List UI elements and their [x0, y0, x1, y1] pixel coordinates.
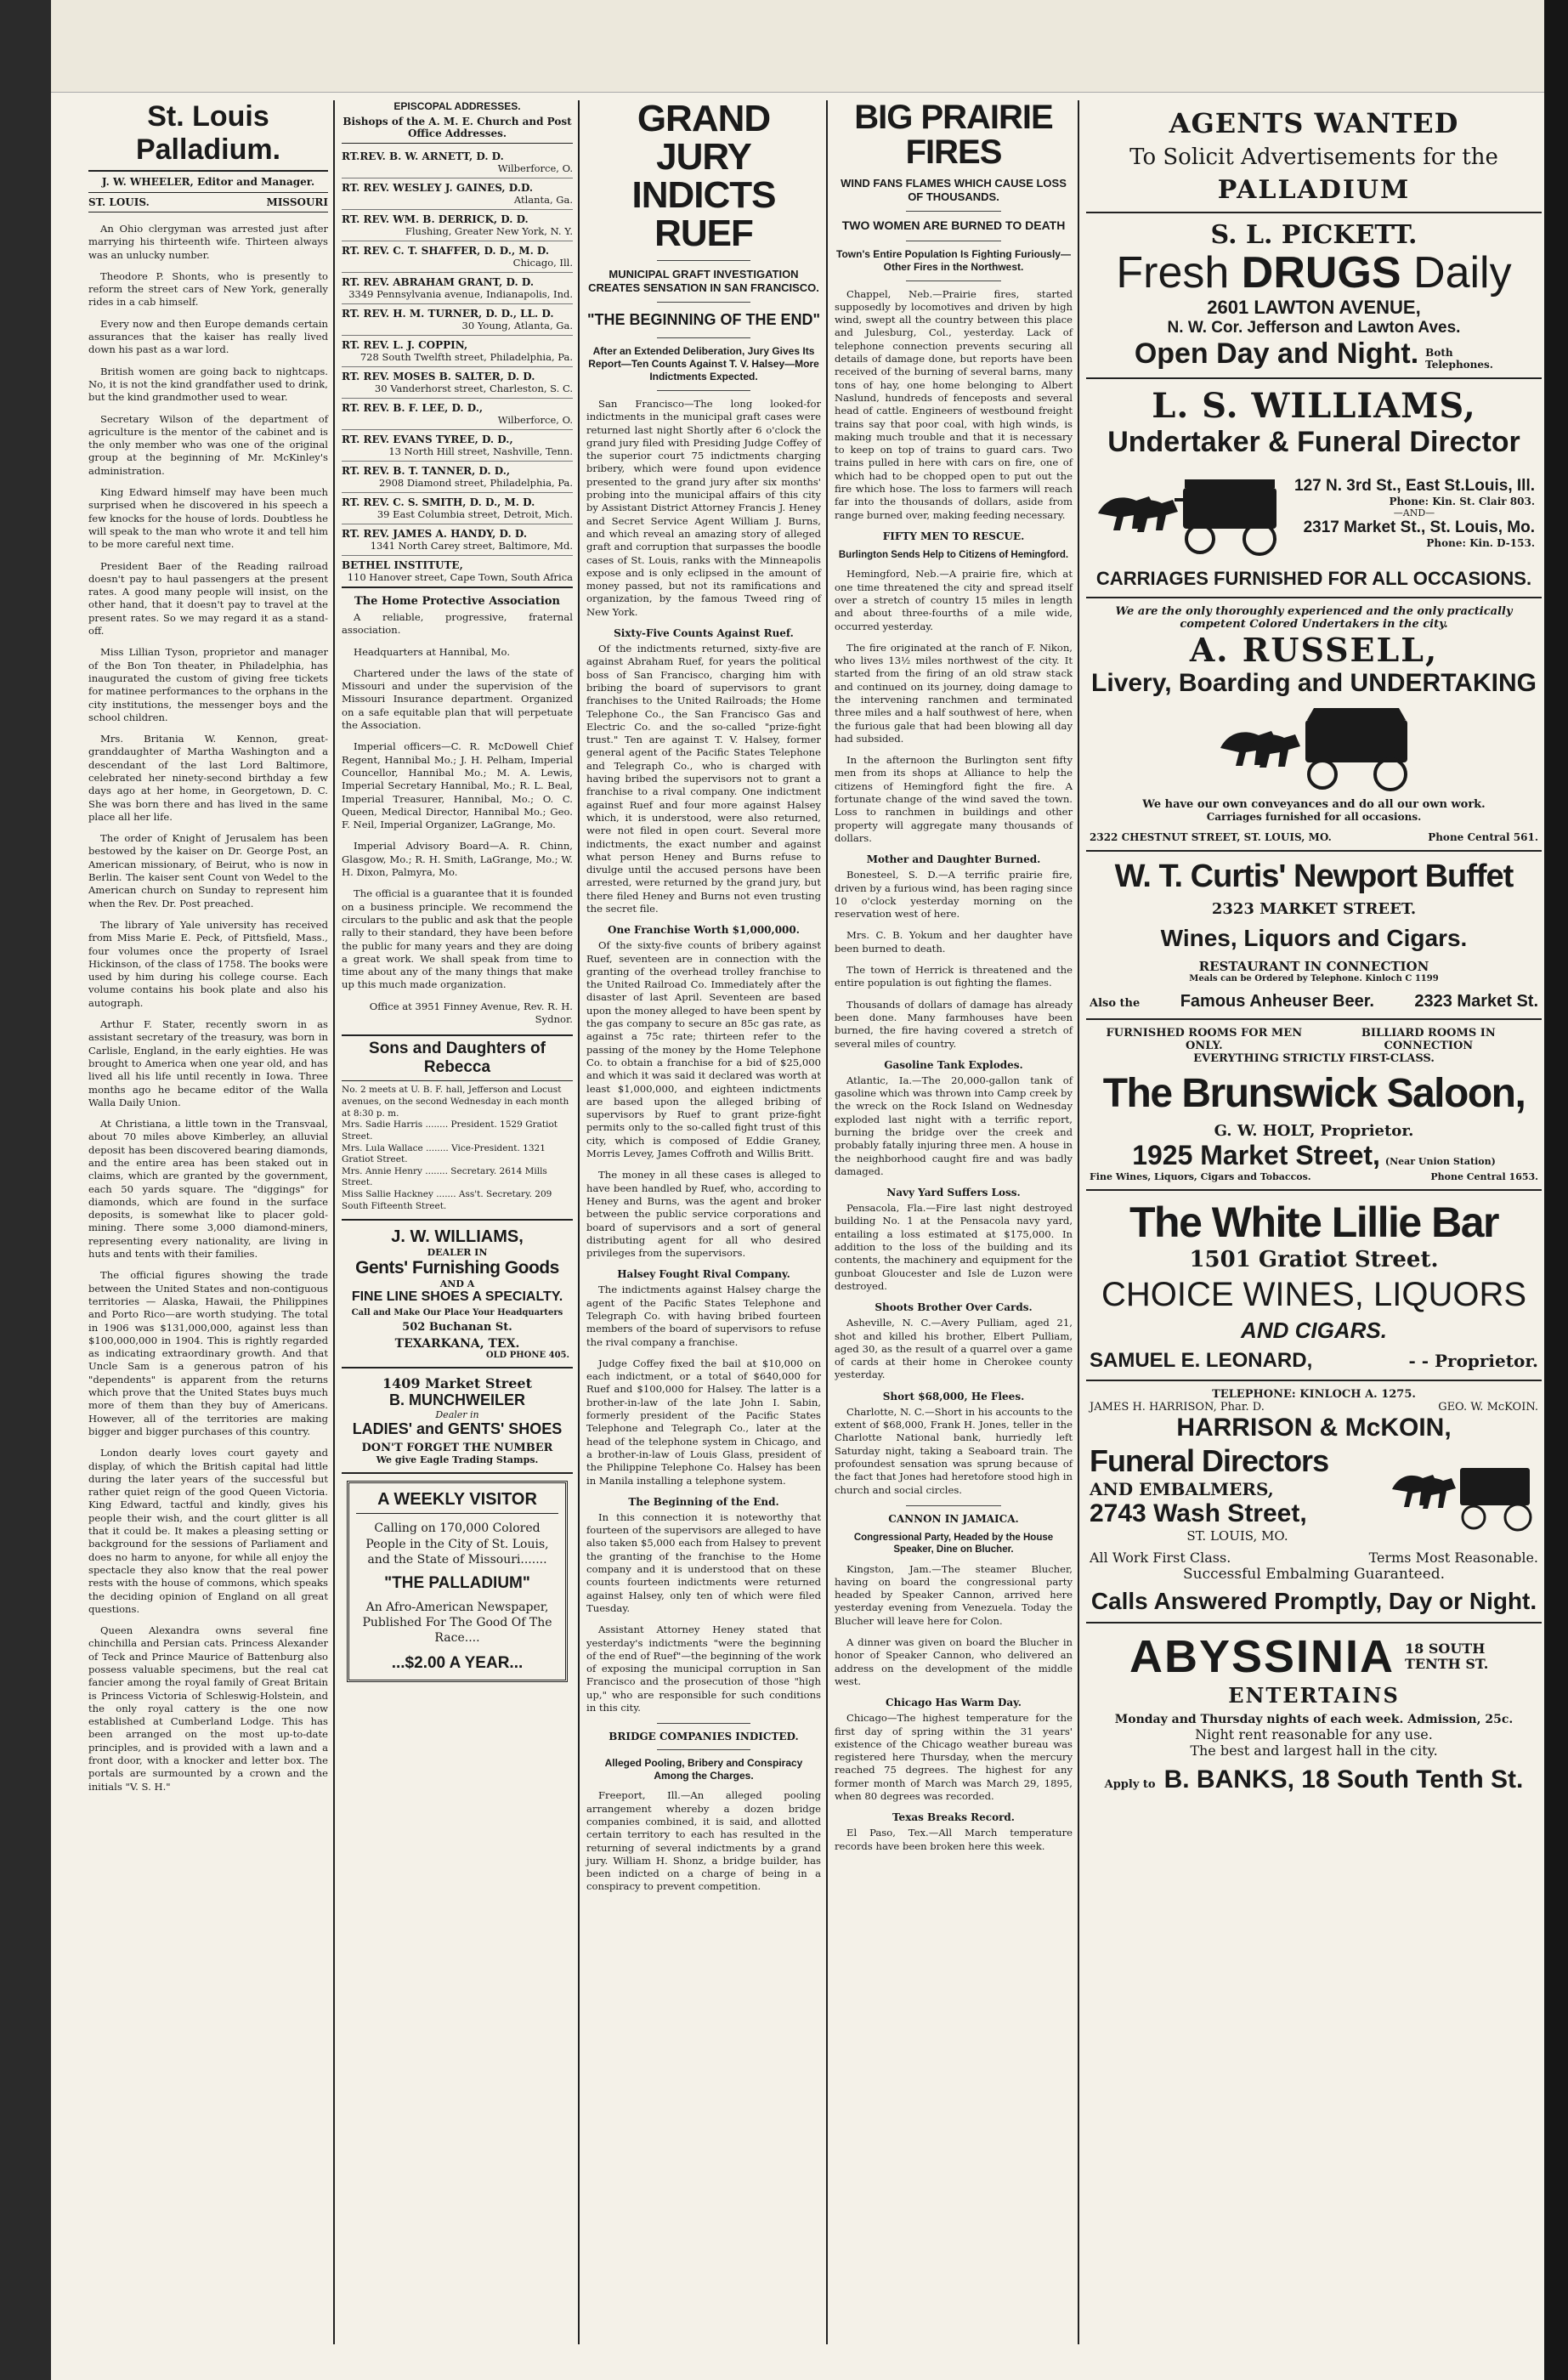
rebecca-line: Miss Sallie Hackney ....... Ass't. Secretary. 209 South Fifteenth Street. [342, 1189, 552, 1211]
ad-line [1090, 1140, 1538, 1171]
ad-word: Fine Wines, Liquors, Cigars and Tobaccos. [1090, 1170, 1311, 1182]
ad-line [1090, 992, 1538, 1012]
fires-para: Atlantic, Ia.—The 20,000-gallon tank of gasoline which was thrown into Camp creek by the wreck on the Rock Island on Wednesday exploded last night with a terrific report, burning the bridge over the creek and probably fatally injuring three men. A house in the neighborhood caught fire and was badly damaged. [835, 1074, 1073, 1177]
ad-name: ABYSSINIA [1129, 1630, 1395, 1682]
divider [657, 260, 750, 261]
editorial-para: Every now and then Europe demands certain assurances that the kaiser has really lived down his past as a war lord. [88, 317, 328, 356]
editorial-para: Arthur F. Stater, recently sworn in as assistant secretary of the treasury, was born in Carlisle, England, in the early eighties. He was brought to America when one year old, and has lived all his life until recently in Iowa. Three months ago he became editor of the Walla Walla Daily Union. [88, 1018, 328, 1108]
editorial-para: Miss Lillian Tyson, proprietor and manager of the Bon Ton theater, in Philadelphia, has inaugurated the custom of giving free tickets for matinee performances to the orphans in the city institutions, the messenger boys and the school children. [88, 646, 328, 723]
ad-word: Terms Most Reasonable. [1368, 1549, 1538, 1566]
editorial-para: Secretary Wilson of the department of agriculture is the mentor of the cabinet and is the only member who was one of the original group at the beginning of Mr. McKinley's administration. [88, 412, 328, 477]
ad-word: GEO. W. McKOIN. [1438, 1400, 1538, 1414]
ad-line: 2601 LAWTON AVENUE, [1207, 296, 1421, 318]
bishop-address: Wilberforce, O. [497, 162, 573, 174]
ad-line: 502 Buchanan St. [402, 1321, 512, 1334]
rebecca-line: Mrs. Lula Wallace ........ Vice-President. 1321 Gratiot Street. [342, 1142, 546, 1165]
fires-crosshead: Texas Breaks Record. [892, 1811, 1015, 1824]
ad-line: We have our own conveyances and do all our own work. [1142, 797, 1486, 811]
bishop-address: 30 Vanderhorst street, Charleston, S. C. [374, 382, 573, 394]
ad-word: (Near Union Station) [1384, 1155, 1496, 1167]
ad-line: CARRIAGES FURNISHED FOR ALL OCCASIONS. [1095, 567, 1532, 589]
ad-name: L. S. WILLIAMS, [1152, 385, 1476, 426]
ls-williams-ad [1086, 379, 1542, 598]
ad-line: TEXARKANA, TEX. [394, 1337, 520, 1352]
bishop-name: RT.REV. B. W. ARNETT, D. D. [342, 150, 504, 162]
editorial-para: London dearly loves court gayety and display, of which the British capital had little during the later years of the successful but rather quiet reign of the good Queen Victoria. King Edward, tactful and kindly, gives his people their wish, and the court glitter is all that it could be. It makes a pleasing setting or background for the sessions of Parliament and does no harm to anyone, for while all enjoy the spectacle they also know that the real power rests with the house of commons, which speaks the deciding opinion of England on all great questions. [88, 1447, 328, 1615]
rebecca-line: Mrs. Sadie Harris ........ President. 1529 Gratiot Street. [342, 1119, 558, 1142]
rebecca-line: Mrs. Annie Henry ........ Secretary. 2614 Mills Street. [342, 1165, 547, 1188]
ad-word: BILLIARD ROOMS IN CONNECTION [1361, 1026, 1496, 1052]
ruef-subhead: MUNICIPAL GRAFT INVESTIGATION CREATES SENSATION IN SAN FRANCISCO. [588, 267, 819, 294]
russell-undertaking-ad [1086, 598, 1542, 852]
fires-deck-sub: Town's Entire Population Is Fighting Furiously—Other Fires in the Northwest. [836, 247, 1071, 273]
editorial-para: The official figures showing the trade between the United States and non-contiguous territories — Alaska, Hawaii, the Philippines and Porto Rico—are worth studying. The total in 1906 was $131,000,000, against less than $100,000,000 in 1904. This is rightly regarded as indicating extraordinary growth. And that Uncle Sam is a generous patron of his "dependents" is apparent from the returns which prove that the United States buys much more of them than they buy of Americans. However, all of the territories are making bigger and bigger purchases of this country. [88, 1269, 328, 1437]
fires-para: Chicago—The highest temperature for the first day of spring within the 31 years' existence of the Chicago weather bureau was registered here Thursday, when the mercury reached 75 degrees. The highest for any former month of March was March 29, 1895, when 80 degrees was recorded. [835, 1712, 1073, 1803]
divider [657, 337, 750, 338]
home-association-para: Imperial Advisory Board—A. R. Chinn, Glasgow, Mo.; R. H. Smith, LaGrange, Mo.; W. H. Dixon, Palmyra, Mo. [342, 840, 573, 879]
ad-word: JAMES H. HARRISON, Phar. D. [1090, 1400, 1265, 1414]
fires-para: Hemingford, Neb.—A prairie fire, which at one time threatened the city and spread itself over a stretch of country 15 miles in length and about three-fourths of a mile wide, occurred yesterday. [835, 568, 1073, 632]
bishop-name: RT. REV. WM. B. DERRICK, D. D. [342, 213, 529, 225]
hearse-illustration [1090, 462, 1293, 564]
editorial-para: King Edward himself may have been much surprised when he discovered in his speech a few knocks for the house of lords. Doubtless he will speak to the man who wrote it and tell him to be more careful next time. [88, 486, 328, 551]
ad-line: ...$2.00 A YEAR... [391, 1654, 524, 1673]
divider [657, 302, 750, 303]
jamaica-subhead: Congressional Party, Headed by the House Speaker, Dine on Blucher. [853, 1532, 1054, 1556]
bishop-list [342, 147, 573, 588]
home-association-para: Imperial officers—C. R. McDowell Chief Regent, Hannibal Mo.; J. H. Pelham, Imperial Councellor, Hannibal Mo.; M. A. Lewis, Imperial Secretary Hannibal, Mo.; R. L. Beal, Imperial Treasurer, Hannibal, Mo.; O. C. Queen, Medical Director, Hannibal Mo.; Geo. F. Neil, Imperial Organizer, LaGrange, Mo. [342, 740, 573, 831]
ruef-para: San Francisco—The long looked-for indictments in the municipal graft cases were returned last night Shortly after 6 o'clock the grand jury filed with Presiding Judge Coffey of the superior court 75 indictments charging bribery, which were found upon evidence presented to the grand jury after six months' probing into the municipal affairs of this city by Assistant District Attorney Francis J. Heney and Secret Service Agent William J. Burns, and which reveal an amazing story of alleged graft and corruption that surpasses the boodle cases of St. Louis, ranks with the Minneapolis expose and is only eclipsed in the amount of money passed, but not its ramifications and organization, by the famous Tweed ring of New York. [586, 398, 821, 618]
ruef-headline: GRAND JURY INDICTS RUEF [631, 100, 776, 254]
bishop-name: RT. REV. JAMES A. HANDY, D. D. [342, 528, 528, 540]
ruef-crosshead: Sixty-Five Counts Against Ruef. [614, 627, 794, 640]
ruef-deck: "THE BEGINNING OF THE END" [586, 311, 821, 328]
ad-name: The Brunswick Saloon, [1102, 1070, 1526, 1116]
fires-crosshead: Mother and Daughter Burned. [866, 853, 1041, 866]
fires-crosshead: FIFTY MEN TO RESCUE. [882, 530, 1025, 542]
ad-line: 1501 Gratiot Street. [1189, 1246, 1439, 1272]
editorial-para: Theodore P. Shonts, who is presently to reform the street cars of New York, generally rides in a cab himself. [88, 269, 328, 309]
ad-line: Wines, Liquors and Cigars. [1160, 924, 1468, 951]
bishop-address: Flushing, Greater New York, N. Y. [405, 225, 573, 237]
ad-line: DON'T FORGET THE NUMBER [361, 1442, 553, 1455]
ad-line: PALLADIUM [1217, 175, 1411, 205]
bishop-entry [342, 493, 573, 524]
ad-body [1090, 459, 1538, 568]
ad-word: Open Day and Night. [1134, 337, 1419, 370]
fires-para: The fire originated at the ranch of F. Nikon, who lives 13½ miles northwest of the city. It started from the firing of an old straw stack and continued on its journey, doing damage to the intervening ranchmen and terminated three miles and a half southwest of here, when the furious gale that had been blowing all day had subsided. [835, 641, 1073, 745]
fires-para: The town of Herrick is threatened and the entire population is out fighting the flames. [835, 964, 1073, 989]
ad-addresses [1293, 477, 1538, 549]
bishop-entry [342, 399, 573, 430]
ad-word: All Work First Class. [1090, 1549, 1231, 1566]
rebecca-list [342, 1085, 573, 1212]
brunswick-saloon-ad [1086, 1020, 1542, 1191]
bishop-address: 110 Hanover street, Cape Town, South Africa [347, 571, 573, 583]
ad-line: Dealer in [435, 1409, 479, 1421]
ad-line [1090, 831, 1538, 843]
ad-word: DRUGS [1241, 248, 1401, 298]
jamaica-para: Kingston, Jam.—The steamer Blucher, having on board the congressional party headed by Speaker Cannon, arrived here yesterday evening from Venezuela. Today the Blucher will leave here for Colon. [835, 1562, 1073, 1627]
bishop-entry [342, 430, 573, 462]
ad-word: Also the [1090, 996, 1141, 1010]
ad-line: Phone: Kin. St. Clair 803. [1389, 496, 1535, 508]
ad-line [1090, 1550, 1538, 1566]
bishop-name: RT. REV. WESLEY J. GAINES, D.D. [342, 182, 534, 194]
bishop-name: BETHEL INSTITUTE, [342, 559, 463, 571]
white-lillie-bar-ad [1086, 1191, 1542, 1381]
home-association-para: A reliable, progressive, fraternal association. [342, 611, 573, 637]
ad-word: Fresh [1116, 248, 1230, 298]
agents-wanted-ad [1086, 100, 1542, 213]
home-association-para: Headquarters at Hannibal, Mo. [354, 645, 511, 658]
ad-line: 127 N. 3rd St., East St.Louis, Ill. [1294, 477, 1535, 496]
ad-line: OLD PHONE 405. [485, 1351, 569, 1361]
divider [657, 1723, 750, 1724]
ad-line: AGENTS WANTED [1169, 107, 1459, 139]
ad-word: 18 SOUTH TENTH ST. [1405, 1640, 1489, 1672]
ad-line [1090, 1349, 1538, 1373]
ad-line: AND A [439, 1278, 475, 1290]
ad-line: The best and largest hall in the city. [1190, 1742, 1438, 1759]
fires-para: El Paso, Tex.—All March temperature records have been broken here this week. [835, 1827, 1073, 1852]
ad-line [1090, 1401, 1538, 1414]
ad-line: Funeral Directors [1090, 1442, 1329, 1478]
bishop-address: 30 Young, Atlanta, Ga. [461, 320, 573, 332]
curtis-buffet-ad [1086, 852, 1542, 1020]
ad-line: RESTAURANT IN CONNECTION [1198, 958, 1429, 974]
column-rule [826, 100, 828, 2344]
ruef-para: Assistant Attorney Heney stated that yesterday's indictments "were the beginning of the end of Ruef"—the beginning of the work of exposing the municipal corruption in San Francisco and the prosecution of those "high up," who are responsible for such conditions in this city. [586, 1624, 821, 1714]
editorial-para: Queen Alexandra owns several fine chinchilla and Persian cats. Princess Alexander of Teck and Prince Maurice of Battenburg also possess valuable specimens, but the real cat fancier among the royal family of Great Britain is Princess Victoria of Schleswig-Holstein, and the only royal cattery is the one now established at Cumberland Lodge. This has been arranged on the most up-to-date principles, and is provided with a lawn and a front door, with a knocker and letter box. The portals are surmounted by a crown and the initials "V. S. H." [88, 1624, 328, 1793]
ad-line: FINE LINE SHOES A SPECIALTY. [351, 1289, 563, 1305]
ad-line: ST. LOUIS, MO. [1186, 1527, 1288, 1544]
ad-word: SAMUEL E. LEONARD, [1090, 1348, 1313, 1372]
editorial-para: British women are going back to nightcaps. No, it is not the kind grandfather used to drink, but the kind grandmother used to wear. [88, 365, 328, 404]
editorial-para: President Baer of the Reading railroad doesn't pay to haul passengers at the present rates. A good many people will insist, on the other hand, that it doesn't pay to travel at the present rates. So we may regard it as a stand-off. [88, 559, 328, 638]
ad-word: B. BANKS, 18 South Tenth St. [1163, 1765, 1524, 1794]
ad-line: An Afro-American Newspaper, Published For The Good Of The Race.... [362, 1600, 552, 1646]
bishop-address: 2908 Diamond street, Philadelphia, Pa. [378, 477, 573, 489]
bishop-address: 728 South Twelfth street, Philadelphia, Pa. [359, 351, 573, 363]
fires-headline: BIG PRAIRIE FIRES [854, 100, 1053, 171]
bishop-entry [342, 178, 573, 210]
ruef-para: The indictments against Halsey charge the agent of the Pacific States Telephone and Telegraph Co. with having bribed fourteen members of the board of supervisors to refuse the rival company a franchise. [586, 1284, 821, 1348]
bishop-name: RT. REV. C. S. SMITH, D. D., M. D. [342, 496, 535, 508]
fires-para: Pensacola, Fla.—Fire last night destroyed building No. 1 at the Pensacola navy yard, entailing a loss estimated at $175,000. In addition to the loss of the building and its contents, the machinery and equipment for the gunboat Gloucester and Isle de Luzon were destroyed. [835, 1202, 1073, 1292]
editorial-paragraphs [88, 223, 328, 1794]
ad-line [1090, 1630, 1538, 1683]
munchweiler-shoes-ad [342, 1368, 573, 1474]
fires-crosshead: Gasoline Tank Explodes. [884, 1058, 1023, 1071]
divider [906, 211, 1001, 212]
ad-line [1090, 250, 1538, 297]
editorial-para: The order of Knight of Jerusalem has been bestowed by the kaiser on Dr. George Post, an American missionary, of Beirut, who is now in Berlin. The kaiser sent Count von Wedel to the American church on Sunday to represent him when the Rev. Dr. Post preached. [88, 832, 328, 910]
ad-text-block [1090, 1443, 1385, 1544]
jamaica-para: A dinner was given on board the Blucher in honor of Speaker Cannon, who delivered an address on the development of the middle west. [835, 1636, 1073, 1687]
home-association-title: The Home Protective Association [354, 595, 560, 608]
editorial-para: The library of Yale university has received from Miss Marie E. Peck, of Pittsfield, Mass., four volumes once the property of Israel Hickinson, of the class of 1758. The books were used by him during his college course. Each volume contains his book plate and also his autograph. [88, 918, 328, 1009]
ad-line: Monday and Thursday nights of each week. Admission, 25c. [1114, 1712, 1514, 1726]
ruef-para: Judge Coffey fixed the bail at $10,000 on each indictment, or a total of $640,000 for Ruef and $100,000 for Halsey. The latter is a brother-in-law of the late John I. Sabin, formerly president of the Pacific States Telephone and Telegraph Co., later at the head of the telephone system in Chicago, and a brother-in-law of Louis Glass, president of the Philippine Telephone Co. Halsey has been in Manila installing a telephone system. [586, 1357, 821, 1487]
divider [906, 280, 1001, 281]
fires-crosshead: Chicago Has Warm Day. [886, 1697, 1022, 1709]
ad-line: Meals can be Ordered by Telephone. Kinloch C 1199 [1189, 973, 1439, 983]
bishop-name: RT. REV. B. T. TANNER, D. D., [342, 465, 511, 477]
bishop-name: RT. REV. C. T. SHAFFER, D. D., M. D. [342, 245, 550, 257]
ad-name: The White Lillie Bar [1129, 1198, 1498, 1246]
scan-edge [1544, 0, 1568, 2380]
ad-word: Famous Anheuser Beer. [1180, 991, 1374, 1011]
ad-word: FURNISHED ROOMS FOR MEN ONLY. [1106, 1026, 1303, 1052]
ad-word: Both Telephones. [1425, 346, 1493, 371]
ad-word: 1925 Market Street, [1132, 1139, 1380, 1170]
ad-line: Livery, Boarding and UNDERTAKING [1091, 668, 1537, 697]
ad-line: "THE PALLADIUM" [384, 1573, 530, 1592]
fires-para: Asheville, N. C.—Avery Pulliam, aged 21, shot and killed his brother, Elbert Pulliam, aged 30, as the result of a quarrel over a game of cards at their home in Cherokee county yesterday. [835, 1317, 1073, 1381]
ad-line [1090, 1765, 1538, 1794]
scan-gutter [0, 0, 51, 2380]
fires-para: Charlotte, N. C.—Short in his accounts to the extent of $68,000, Frank H. Jones, teller in the Charlotte National bank, hurriedly left Saturday night, taking a Seaboard train. The profoundest sensation was sprung because of the fact that Jones had heretofore stood high in church and social circles. [835, 1405, 1073, 1496]
home-association-para: The official is a guarantee that it is founded on a business principle. We recommend the circulars to the public and ask that the people rally to their standard, they have been before the public for many years and they are doing a great work. We shall speak from time to time about any of the many things that make up this much made organization. [342, 887, 573, 991]
jamaica-headline: CANNON IN JAMAICA. [888, 1512, 1019, 1525]
bridge-headline: BRIDGE COMPANIES INDICTED. [609, 1731, 799, 1743]
ad-line: G. W. HOLT, Proprietor. [1214, 1121, 1414, 1140]
ad-word: Apply to [1104, 1777, 1156, 1791]
bridge-para: Freeport, Ill.—An alleged pooling arrangement whereby a dozen bridge companies combined, it is said, and allotted certain territory to each has resulted in the returning of several indictments by a grand jury. William H. Shonz, a bridge builder, has been indicted on a charge of being in a conspiracy to prevent competition. [586, 1789, 821, 1893]
bishop-name: RT. REV. MOSES B. SALTER, D. D. [342, 371, 535, 382]
bishop-entry [342, 524, 573, 556]
bishop-name: RT. REV. B. F. LEE, D. D., [342, 402, 484, 414]
ad-line: N. W. Cor. Jefferson and Lawton Aves. [1167, 318, 1461, 337]
ad-name: W. T. Curtis' Newport Buffet [1114, 858, 1514, 894]
ad-body [1090, 1442, 1538, 1544]
bishop-entry [342, 147, 573, 178]
ad-line: LADIES' and GENTS' SHOES [352, 1420, 563, 1438]
column-notices [338, 100, 576, 2353]
weekly-visitor-ad [347, 1481, 568, 1682]
ad-line [1090, 1027, 1538, 1052]
bishop-entry [342, 304, 573, 336]
bishop-address: 3349 Pennsylvania avenue, Indianapolis, Ind. [348, 288, 573, 300]
ad-line: 2743 Wash Street, [1090, 1499, 1307, 1527]
ad-line: 1409 Market Street [382, 1375, 532, 1392]
home-association-para: Chartered under the laws of the state of Missouri and under the supervision of the Missouri Insurance department. Organized on a safe equitable plan that will perpetuate the Association. [342, 666, 573, 732]
ad-line: 2323 MARKET STREET. [1211, 899, 1417, 918]
ad-word: Phone Central 561. [1428, 830, 1538, 843]
ad-line: —AND— [1393, 507, 1435, 519]
ad-name: B. MUNCHWEILER [389, 1391, 525, 1409]
ad-word: - - Proprietor. [1408, 1350, 1538, 1371]
ad-name: A WEEKLY VISITOR [356, 1490, 558, 1514]
divider [906, 1505, 1001, 1506]
ruef-crosshead: The Beginning of the End. [628, 1495, 779, 1508]
ad-line: Undertaker & Funeral Director [1107, 425, 1520, 458]
ad-line: Call and Make Our Place Your Headquarters [351, 1308, 563, 1318]
ad-name: A. RUSSELL, [1189, 630, 1439, 669]
ad-line: Carriages furnished for all occasions. [1206, 810, 1422, 823]
ruef-para: Of the sixty-five counts of bribery against Ruef, seventeen are in connection with the granting of the overhead trolley franchise to the United Railroad Co. Immediately after the disaster of last April. Seventeen are based upon the money alleged to have been spent by the gas company to secure an 85c gas rate, as against a 75c rate; thirteen refer to the passing of the money by the Home Telephone Co. to obtain a franchise for a bid of $25,000 and which it was said it declared was worth at least $1,000,000, and eighteen indictments are based upon the alleged bribing of supervisors by Ruef to grant prize-fight permits only to the so-called fight trust of this city, which is composed of Eddie Graney, Morris Levey, James Coffroth and Willis Britt. [586, 939, 821, 1160]
ad-line: AND EMBALMERS, [1090, 1478, 1274, 1499]
bishop-entry [342, 336, 573, 367]
ad-line: EVERYTHING STRICTLY FIRST-CLASS. [1193, 1051, 1435, 1065]
ad-line: Phone: Kin. D-153. [1426, 537, 1535, 550]
williams-gents-ad [342, 1219, 573, 1368]
fires-para: Mrs. C. B. Yokum and her daughter have been burned to death. [835, 929, 1073, 955]
ad-line: Gents' Furnishing Goods [355, 1258, 559, 1278]
column-rule [578, 100, 580, 2344]
ad-line: 2317 Market St., St. Louis, Mo. [1303, 518, 1535, 537]
bishop-entry [342, 462, 573, 493]
ruef-deck-sub: After an Extended Deliberation, Jury Gives Its Report—Ten Counts Against T. V. Halsey—More Indictments Expected. [588, 345, 819, 382]
bridge-subhead: Alleged Pooling, Bribery and Conspiracy Among the Charges. [604, 1757, 803, 1782]
bishop-name: RT. REV. EVANS TYREE, D. D., [342, 434, 513, 445]
fires-crosshead: Short $68,000, He Flees. [882, 1390, 1025, 1402]
home-association-para: Office at 3951 Finney Avenue, Rev. R. H. Sydnor. [369, 1000, 573, 1026]
episcopal-title: EPISCOPAL ADDRESSES. [393, 100, 521, 112]
ruef-crosshead: Halsey Fought Rival Company. [617, 1268, 790, 1281]
ad-line: Night rent reasonable for any use. [1195, 1726, 1433, 1742]
abyssinia-hall-ad [1086, 1624, 1542, 1801]
hearse-illustration [1203, 701, 1424, 795]
ad-line: We give Eagle Trading Stamps. [376, 1454, 539, 1466]
masthead-location [88, 193, 328, 212]
ad-line: Calling on 170,000 Colored People in the City of St. Louis, and the State of Missouri....... [365, 1522, 549, 1567]
ad-word: Phone Central 1653. [1430, 1170, 1538, 1182]
ad-line: Calls Answered Promptly, Day or Night. [1090, 1587, 1537, 1614]
bishop-entry [342, 556, 573, 588]
ruef-para: In this connection it is noteworthy that fourteen of the supervisors are alleged to have also taken $5,000 each from Halsey to prevent the granting of the franchise to the Home company and it is understood that on these counts fourteen indictments were returned against Halsey, only ten of which were filed Tuesday. [586, 1510, 821, 1614]
bishop-entry [342, 367, 573, 399]
divider [657, 1749, 750, 1750]
editorial-para: At Christiana, a little town in the Transvaal, about 70 miles above Kimberley, an alluvial deposit has been discovered bearing diamonds, and the entire area has been staked out in claims, which are granted by the government, each 50 yards square. The "diggings" for diamonds, which are found in the surface deposits, is somewhat like to placer gold-mining. There some 3,000 diamond-miners, representing every nationality, are living in huts and tents with their families. [88, 1118, 328, 1261]
editorial-para: Mrs. Britania W. Kennon, great-granddaughter of Martha Washington and a descendant of the last Lord Baltimore, celebrated her ninety-second birthday a few days ago at her home, in Georgetown, D. C. She was born there and has lived in the same place all her life. [88, 733, 328, 823]
bishop-address: 39 East Columbia street, Detroit, Mich. [376, 508, 573, 520]
ad-word: 2323 Market St. [1414, 991, 1538, 1011]
rebecca-line: No. 2 meets at U. B. F. hall, Jefferson and Locust avenues, on the second Wednesday in each month at 8:30 p. m. [342, 1085, 569, 1119]
column-fires-story [831, 100, 1076, 2353]
bishop-entry [342, 273, 573, 304]
harrison-mckoin-ad [1086, 1381, 1542, 1624]
ad-word: 2322 CHESTNUT STREET, ST. LOUIS, MO. [1090, 830, 1332, 843]
bishop-address: Chicago, Ill. [512, 257, 573, 269]
ad-line: ENTERTAINS [1228, 1682, 1400, 1708]
fires-deck: TWO WOMEN ARE BURNED TO DEATH [841, 218, 1066, 233]
masthead-state: MISSOURI [266, 196, 328, 208]
pickett-drugs-ad [1086, 213, 1542, 379]
fires-crosshead-sub: Burlington Sends Help to Citizens of Hemingford. [838, 549, 1069, 560]
ruef-para: Of the indictments returned, sixty-five are against Abraham Ruef, for years the political boss of San Francisco, charging him with bribing the board of supervisors to grant franchises to the United Railroads; the Home Telephone Co., the San Francisco Gas and Electric Co. and the so-called "prize-fight trust." Ten are against T. V. Halsey, former general agent of the Pacific States Telephone and Telegraph Co., who is charged with having bribed the supervisors not to grant a franchise to a rival company. One indictment against Ruef and four more against Halsey which, it is understood, were also returned, were not filed in open court. Several more indictments, the exact number and against what person Heney and Burns refuse to divulge until the accused persons have been arrested, were returned by the grand jury, but there filed Heney and Burns not even trusting the secret file. [586, 643, 821, 915]
column-editorial [85, 100, 331, 2353]
ad-line: We are the only thoroughly experienced and the only practically competent Colored Undertakers in the city. [1115, 604, 1513, 631]
fires-crosshead: Shoots Brother Over Cards. [875, 1301, 1033, 1314]
hearse-illustration [1385, 1442, 1538, 1544]
ad-line: TELEPHONE: KINLOCH A. 1275. [1212, 1387, 1416, 1401]
column-ruef-story [583, 100, 824, 2353]
column-rule [333, 100, 335, 2344]
bishop-name: RT. REV. ABRAHAM GRANT, D. D. [342, 276, 534, 288]
fires-para: Chappel, Neb.—Prairie fires, started supposedly by locomotives and driven by high wind, swept all the country between this place and Julesburg, Col., yesterday. Lack of telephone connection prevents securing all details of damage done, but reports have been received of the burning of several barns, many tons of hay, one home belonging to Albert Naslund, hundreds of fenceposts and several head of cattle. Engineers of westbound freight trains say that poor coal, with high winds, is making much trouble and that it is necessary to keep on top of trains to guard cars. Two trains pulled in here with cars on fire, one of which had to be chopped open to put out the fire which hose. The loss to farmers will reach far into the thousands of dollars, aside from range burned over, making feeding necessary. [835, 287, 1073, 521]
ad-line: DEALER IN [427, 1247, 488, 1259]
bishop-address: 13 North Hill street, Nashville, Tenn. [388, 445, 573, 457]
bishop-name: RT. REV. L. J. COPPIN, [342, 339, 468, 351]
column-rule [1078, 100, 1079, 2344]
bishop-address: 1341 North Carey street, Baltimore, Md. [370, 540, 573, 552]
fires-para: Thousands of dollars of damage has already been done. Many farmhouses have been burned, the fire having covered a stretch of several miles of country. [835, 998, 1073, 1050]
ad-line [1090, 337, 1538, 371]
ad-name: HARRISON & McKOIN, [1176, 1413, 1452, 1442]
masthead-editor: J. W. WHEELER, Editor and Manager. [88, 172, 328, 193]
fires-para: Bonesteel, S. D.—A terrific prairie fire, driven by a furious wind, has been raging since 10 o'clock yesterday morning on the reservation west of here. [835, 869, 1073, 921]
ruef-para: The money in all these cases is alleged to have been handled by Ruef, who, according to Heney and Burns, was the agent and broker between the public service corporations and board of supervisors and a sort of general distributing agent for all who desired privileges from the supervisors. [586, 1169, 821, 1260]
ad-line: Successful Embalming Guaranteed. [1182, 1565, 1446, 1583]
fires-crosshead: Navy Yard Suffers Loss. [886, 1187, 1021, 1199]
episcopal-subtitle: Bishops of the A. M. E. Church and Post Office Addresses. [342, 116, 573, 144]
bishop-address: Atlanta, Ga. [513, 194, 573, 206]
masthead-city: ST. LOUIS. [88, 196, 150, 208]
fires-para: In the afternoon the Burlington sent fifty men from its shops at Alliance to help the citizens of Hemingford fight the fire. A fortunate change of the wind saved the town. Loss to ranchmen in buildings and other property will aggregate many thousands of dollars. [835, 754, 1073, 844]
fires-subhead: WIND FANS FLAMES WHICH CAUSE LOSS OF THOUSANDS. [841, 176, 1067, 203]
editorial-para: An Ohio clergyman was arrested just after marrying his thirteenth wife. Thirteen always was an unlucky number. [88, 223, 328, 261]
bishop-entry [342, 241, 573, 273]
divider [657, 390, 750, 391]
ad-line [1090, 1171, 1538, 1182]
ad-line: CHOICE WINES, LIQUORS [1101, 1275, 1527, 1313]
bishop-entry [342, 210, 573, 241]
bishop-address: Wilberforce, O. [497, 414, 573, 426]
rebecca-title: Sons and Daughters of Rebecca [342, 1034, 573, 1081]
ad-line: To Solicit Advertisements for the [1129, 144, 1498, 170]
ad-name: S. L. PICKETT. [1210, 220, 1418, 250]
bishop-name: RT. REV. H. M. TURNER, D. D., LL. D. [342, 308, 554, 320]
column-advertisements [1084, 100, 1543, 2353]
page-top-margin [51, 0, 1544, 93]
masthead-title: St. Louis Palladium. [88, 100, 328, 172]
ad-name: J. W. WILLIAMS, [391, 1227, 524, 1247]
ad-word: Daily [1413, 248, 1512, 298]
ad-line: AND CIGARS. [1241, 1317, 1387, 1343]
ruef-crosshead: One Franchise Worth $1,000,000. [608, 924, 800, 937]
